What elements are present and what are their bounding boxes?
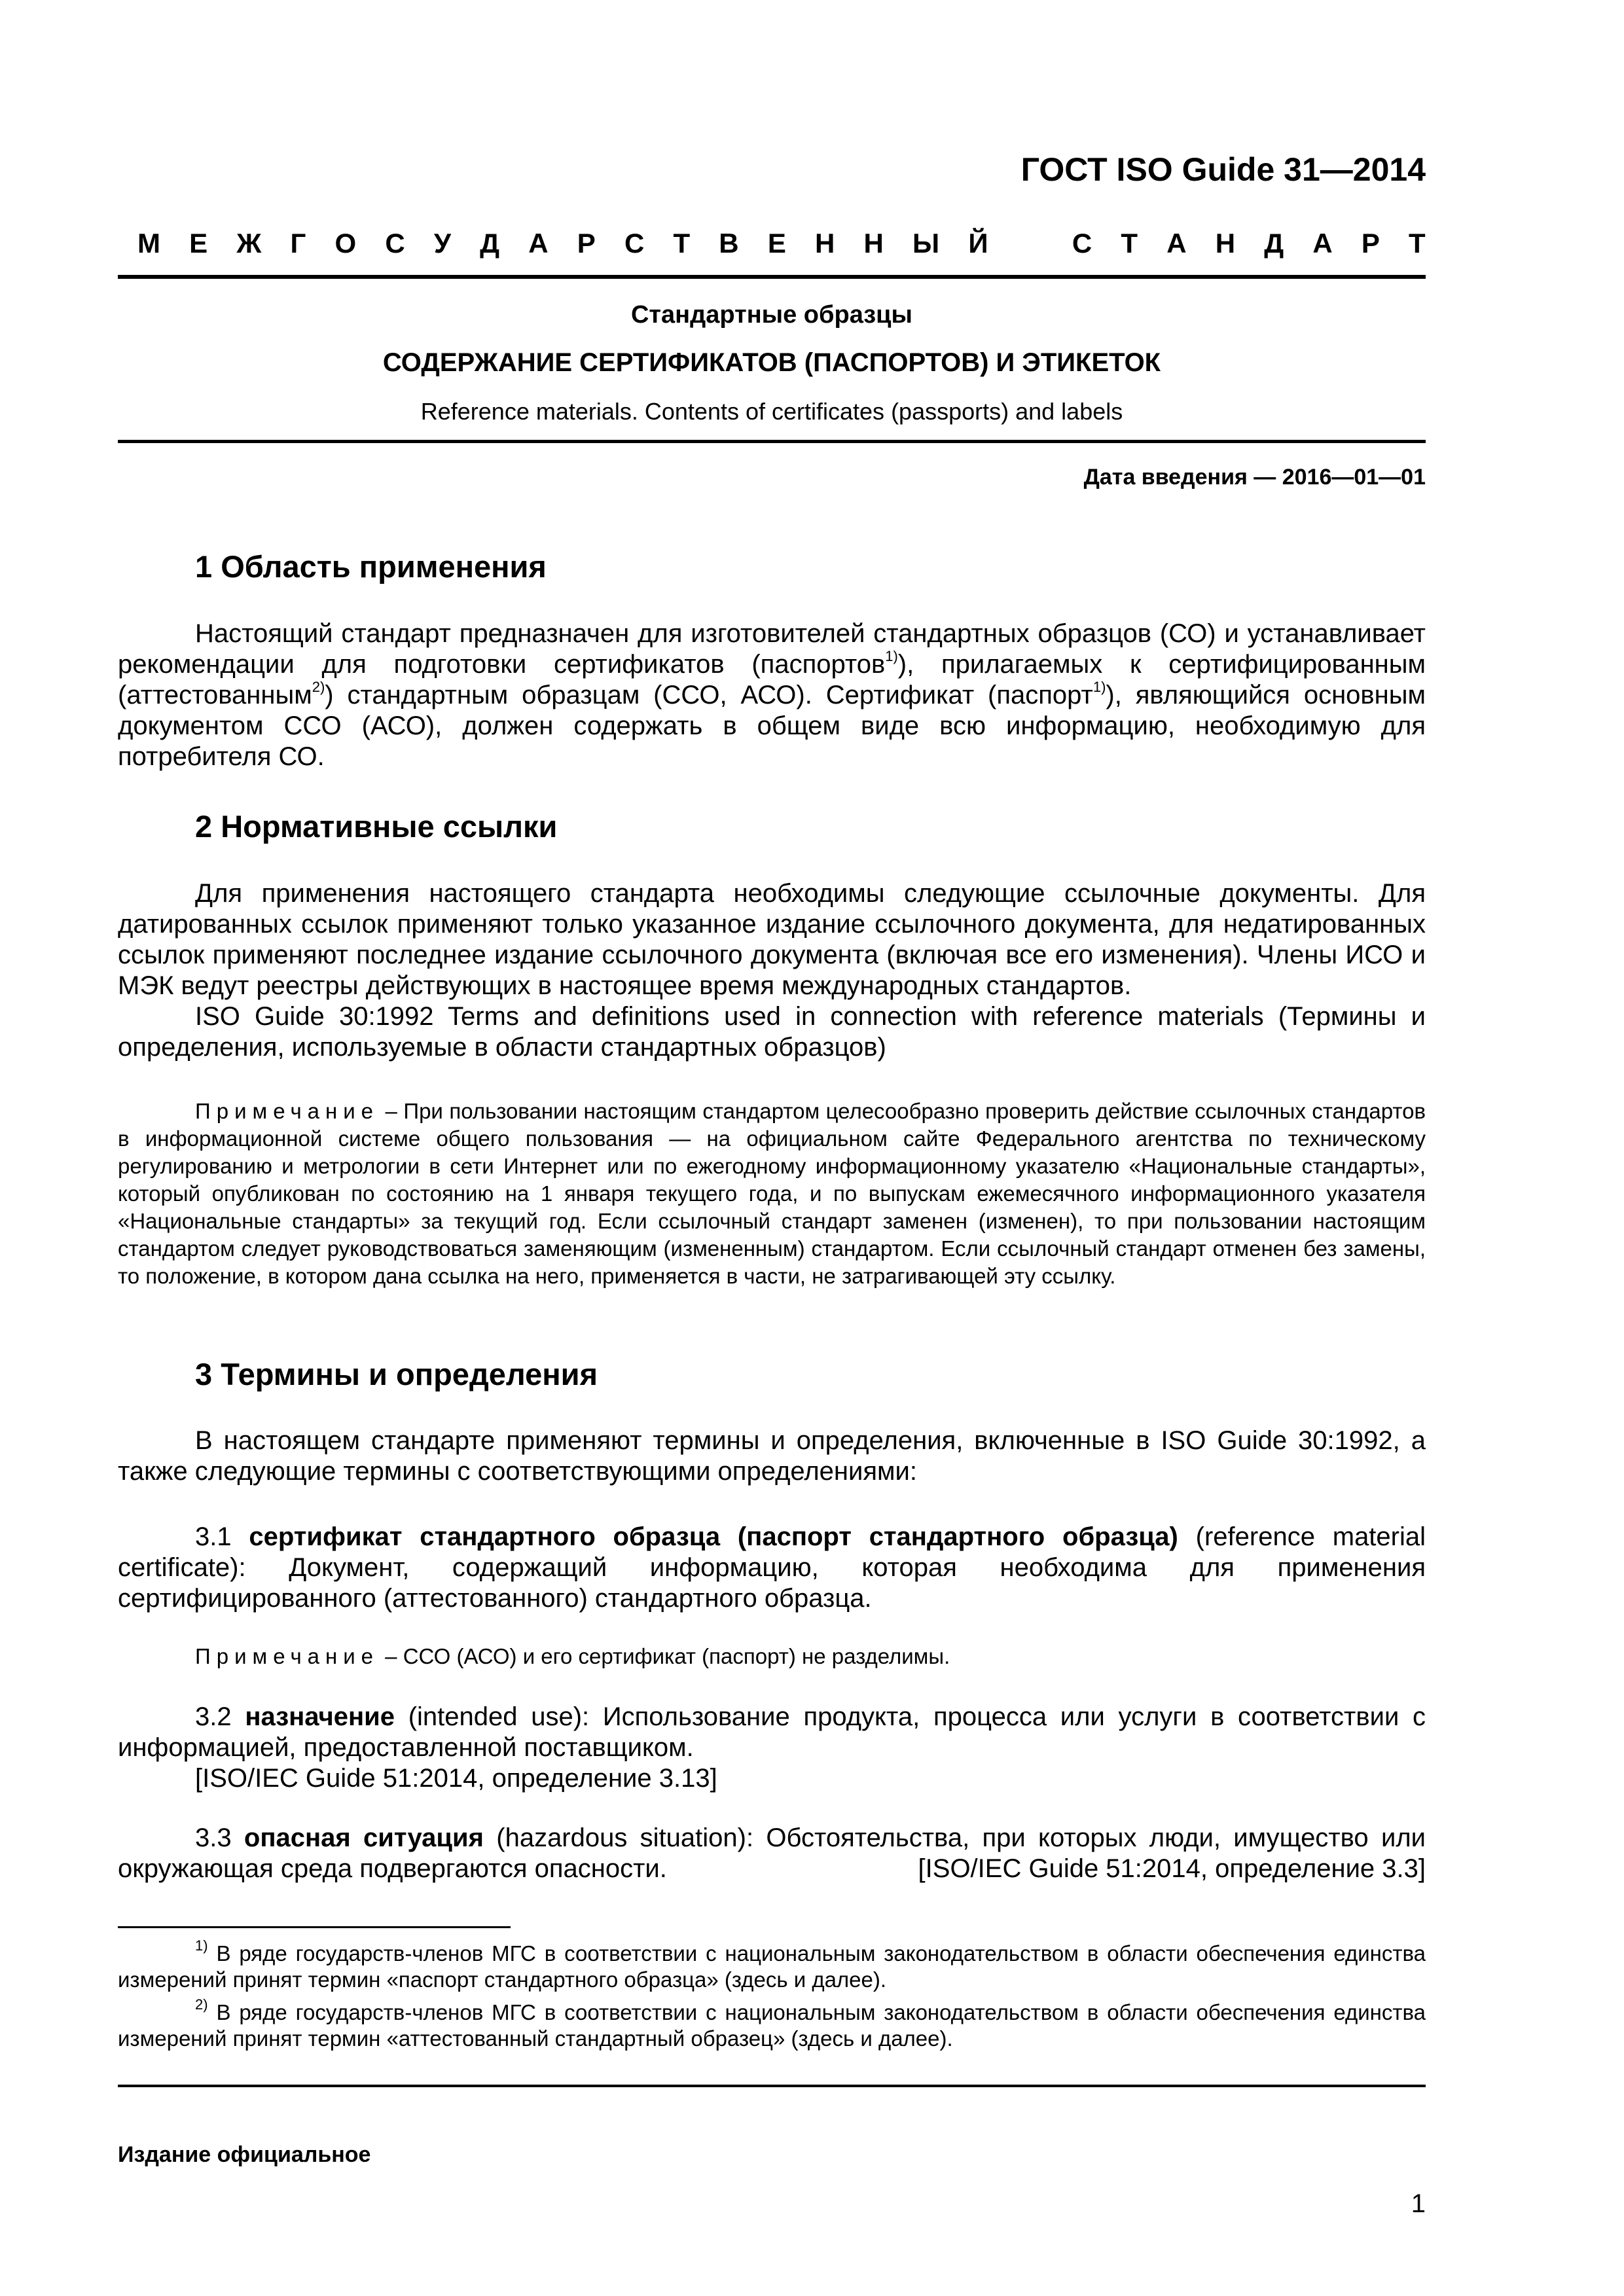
standard-type-letter: Н [863, 228, 884, 259]
footnote-ref-2[interactable]: 2) [312, 678, 325, 695]
footnote-1 [118, 1937, 1426, 1993]
title-line-2: СОДЕРЖАНИЕ СЕРТИФИКАТОВ (ПАСПОРТОВ) И ЭТИКЕТОК [382, 348, 1161, 377]
edition-label: Издание официальное [118, 2142, 371, 2167]
standard-type-letter: С [385, 228, 405, 259]
standard-type-letter: М [137, 228, 160, 259]
page-number: 1 [1411, 2189, 1426, 2218]
term-3-2-definition: (intended use): Использование продукта, процесса или услуги в соответствии с информацией, предоставленной поставщиком. [118, 1702, 1426, 1762]
footnote-2 [118, 1996, 1426, 2052]
footnote-2-paragraph [118, 1996, 1426, 2052]
standard-type-letter: Ы [912, 228, 940, 259]
term-3-1-paragraph [118, 1522, 1426, 1614]
section-1-heading: 1 Область применения [195, 549, 547, 584]
term-3-1-note [118, 1643, 1426, 1670]
note-label: Примечание [195, 1099, 380, 1123]
standard-type-letter: У [433, 228, 451, 259]
standard-type-letter: С [624, 228, 645, 259]
footnote-text: В ряде государств-членов МГС в соответствии с национальным законодательством в области обеспечения единства измерений принят термин «паспорт стандартного образца» (здесь и далее). [118, 1941, 1426, 1992]
footnote-text: В ряде государств-членов МГС в соответствии с национальным законодательством в области обеспечения единства измерений принят термин «аттестованный стандартный образец» (здесь и далее). [118, 2000, 1426, 2051]
standard-type-letter: Н [1215, 228, 1236, 259]
section-2-paragraph-1: Для применения настоящего стандарта необходимы следующие ссылочные документы. Для датированных ссылок применяют только указанное издание ссылочного документа, для недатированных ссылок применяют последнее издание ссылочного документа (включая все его изменения). Члены ИСО и МЭК ведут реестры действующих в настоящее время международных стандартов. [118, 879, 1426, 1000]
standard-type-letter: Р [577, 228, 596, 259]
footnote-mark: 1) [195, 1937, 208, 1954]
title-line-english: Reference materials. Contents of certificates (passports) and labels [420, 398, 1123, 425]
term-3-1-note-paragraph [118, 1643, 1426, 1670]
section-2-note [118, 1098, 1426, 1290]
standard-type-letter: А [1166, 228, 1187, 259]
term-3-2-paragraph [118, 1702, 1426, 1763]
section-3-paragraph-1: В настоящем стандарте применяют термины и определения, включенные в ISO Guide 30:1992, а также следующие термины с соответствующими определениями: [118, 1426, 1426, 1486]
standard-type-letter: Д [1264, 228, 1284, 259]
s1-text-d: ), являющийся основным документом ССО (АСО), должен содержать в общем виде всю информацию, необходимую для потребителя СО. [118, 681, 1426, 771]
standard-type-letter: Т [673, 228, 691, 259]
title-line-1: Стандартные образцы [630, 301, 912, 329]
standard-type-letter: А [528, 228, 549, 259]
term-3-1-definition: (reference material certificate): Документ, содержащий информацию, которая необходима для применения сертифицированного (аттестованного) стандартного образца. [118, 1522, 1426, 1613]
note-text: – ССО (АСО) и его сертификат (паспорт) не разделимы. [379, 1644, 950, 1668]
standard-type-letter: Е [767, 228, 786, 259]
standard-type-letter: А [1312, 228, 1333, 259]
s1-text-a: Настоящий стандарт предназначен для изготовителей стандартных образцов (СО) и устанавливает рекомендации для подготовки сертификатов (паспортов [118, 619, 1426, 679]
standard-type-letter [1017, 228, 1043, 259]
standard-type-letter: Е [189, 228, 208, 259]
header-rule-top [118, 275, 1426, 279]
section-2-heading: 2 Нормативные ссылки [195, 809, 558, 844]
s1-text-b: ), прилагаемых к сертифицированным (аттестованным [118, 650, 1426, 709]
introduction-date: Дата введения — 2016—01—01 [1083, 465, 1426, 490]
standard-type-letter: Г [290, 228, 306, 259]
section-2-body [118, 878, 1426, 1063]
standard-type-letter: Д [480, 228, 500, 259]
standard-type-letter: Р [1361, 228, 1380, 259]
term-3-1 [118, 1522, 1426, 1614]
section-2-note-paragraph [118, 1098, 1426, 1290]
standard-type-heading [137, 228, 1426, 259]
term-3-1-number: 3.1 [195, 1522, 249, 1551]
section-2-paragraph-2: ISO Guide 30:1992 Terms and definitions used in connection with reference materials (Термины и определения, используемые в области стандартных образцов) [118, 1002, 1426, 1062]
term-3-2-number: 3.2 [195, 1702, 245, 1731]
s1-text-c: ) стандартным образцам (ССО, АСО). Сертификат (паспорт [325, 681, 1093, 709]
term-3-3-reference: [ISO/IEC Guide 51:2014, определение 3.3] [918, 1854, 1426, 1883]
standard-type-letter: О [334, 228, 357, 259]
standard-code: ГОСТ ISO Guide 31—2014 [1020, 151, 1426, 188]
section-1-paragraph [118, 619, 1426, 772]
standard-type-letter: Н [815, 228, 835, 259]
note-label: Примечание [195, 1644, 380, 1668]
section-3-intro [118, 1426, 1426, 1487]
term-3-1-term: сертификат стандартного образца (паспорт стандартного образца) [249, 1522, 1178, 1551]
term-3-3-definition: (hazardous situation): Обстоятельства, при которых люди, имущество или окружающая среда подвергаются опасности. [118, 1823, 1426, 1883]
footnote-1-paragraph [118, 1937, 1426, 1993]
term-3-3-number: 3.3 [195, 1823, 244, 1852]
section-3-heading: 3 Термины и определения [195, 1357, 598, 1391]
section-1-body [118, 619, 1426, 772]
term-3-2-reference: [ISO/IEC Guide 51:2014, определение 3.13] [195, 1764, 717, 1793]
standard-type-letter: В [719, 228, 739, 259]
note-text: – При пользовании настоящим стандартом целесообразно проверить действие ссылочных стандартов в информационной системе общего пользования — на официальном сайте Федерального агентства по техническому регулированию и метрологии в сети Интернет или по ежегодному информационному указателю «Национальные стандарты», который опубликован по состоянию на 1 января текущего года, и по выпускам ежемесячного информационного указателя «Национальные стандарты» за текущий год. Если ссылочный стандарт заменен (изменен), то при пользовании настоящим стандартом следует руководствоваться заменяющим (измененным) стандартом. Если ссылочный стандарт отменен без замены, то положение, в котором дана ссылка на него, применяется в части, не затрагивающей эту ссылку. [118, 1099, 1426, 1288]
standard-type-letter: Т [1409, 228, 1426, 259]
footnote-mark: 2) [195, 1996, 208, 2013]
footnote-separator [118, 1926, 511, 1928]
term-3-2 [118, 1702, 1426, 1794]
term-3-2-term: назначение [245, 1702, 395, 1731]
term-3-3-term: опасная ситуация [244, 1823, 484, 1852]
footnote-ref-1[interactable]: 1) [885, 647, 898, 664]
header-rule-bottom [118, 440, 1426, 443]
footnote-ref-1b[interactable]: 1) [1092, 678, 1106, 695]
standard-type-letter: Т [1121, 228, 1138, 259]
footer-rule [118, 2085, 1426, 2087]
standard-type-letter: С [1072, 228, 1092, 259]
standard-type-letter: Ж [236, 228, 262, 259]
standard-type-letter: Й [968, 228, 988, 259]
